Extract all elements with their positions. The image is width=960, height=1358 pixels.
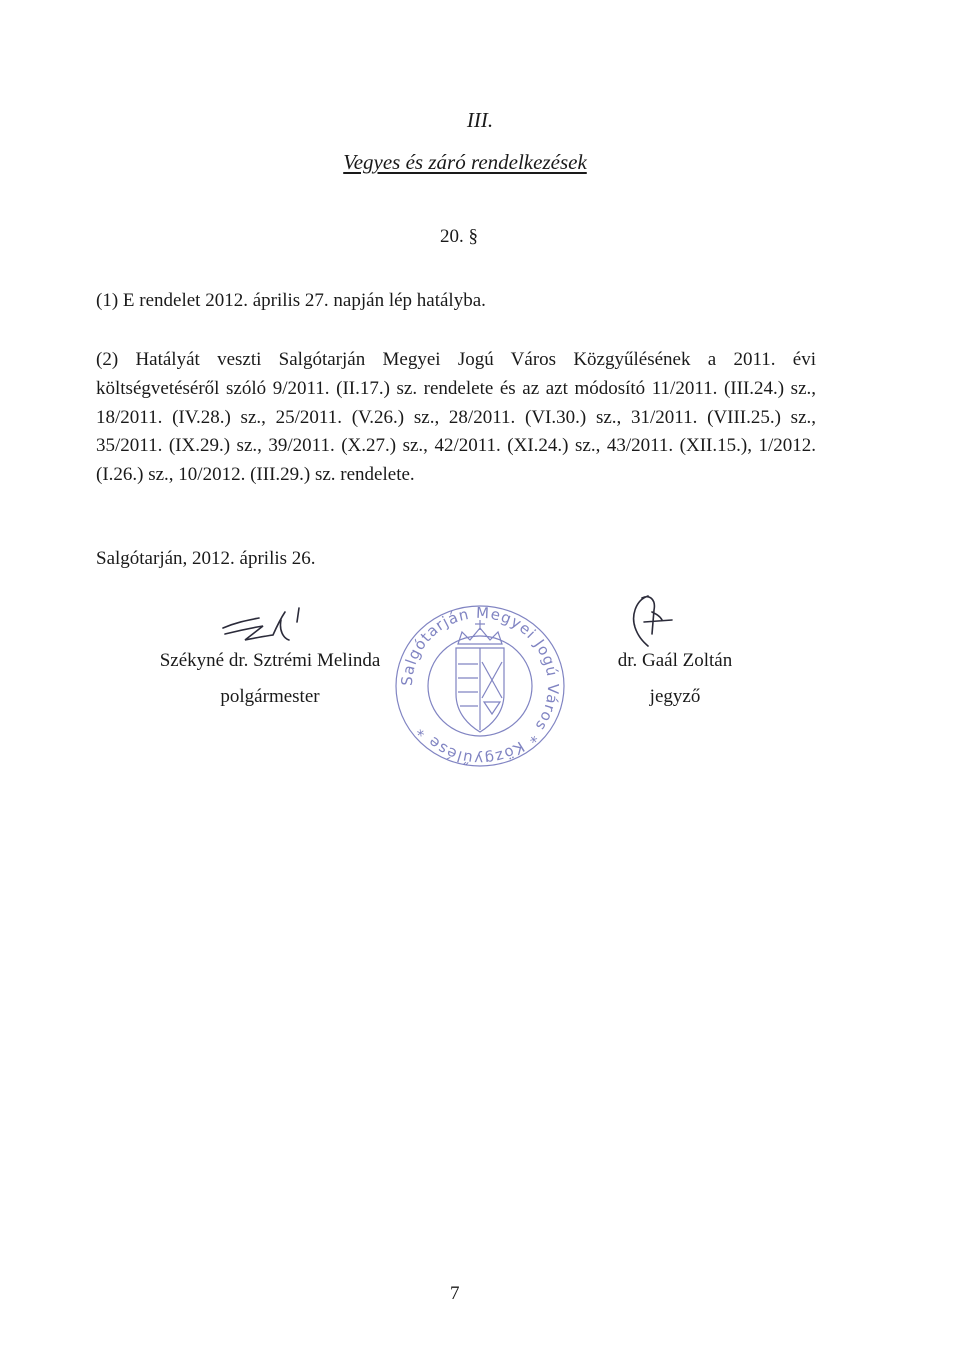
paragraph-1: (1) E rendelet 2012. április 27. napján lép hatályba. <box>96 290 486 311</box>
section-number: 20. § <box>440 226 478 247</box>
signatory-left-name: Székyné dr. Sztrémi Melinda <box>159 650 381 671</box>
page-number: 7 <box>450 1283 460 1304</box>
signatory-right-name: dr. Gaál Zoltán <box>617 650 733 671</box>
stamp-text: Salgótarján Megyei Jogú Város * Közgyűlése * <box>397 603 563 769</box>
chapter-title: Vegyes és záró rendelkezések <box>343 150 587 174</box>
chapter-number: III. <box>466 108 494 132</box>
signature-right-icon <box>612 590 692 650</box>
signature-left-icon <box>215 604 325 648</box>
paragraph-2: (2) Hatályát veszti Salgótarján Megyei Jogú Város Közgyűlésének a 2011. évi költségvetéséről szóló 9/2011. (II.17.) sz. rendelete és az azt módosító 11/2011. (III.24.) sz., 18/2011. (IV.28.) sz., 25/2011. (V.26.) sz., 28/2011. (VI.30.) sz., 31/2011. (VIII.25.) sz., 35/2011. (IX.29.) sz., 39/2011. (X.27.) sz., 42/2011. (XI.24.) sz., 43/2011. (XII.15.), 1/2012. (I.26.) sz., 10/2012. (III.29.) sz. rendelete. <box>96 349 816 486</box>
signatory-left-title: polgármester <box>220 686 320 707</box>
official-stamp-icon <box>388 602 572 770</box>
place-date: Salgótarján, 2012. április 26. <box>96 548 316 569</box>
signatory-right-title: jegyző <box>649 686 701 707</box>
